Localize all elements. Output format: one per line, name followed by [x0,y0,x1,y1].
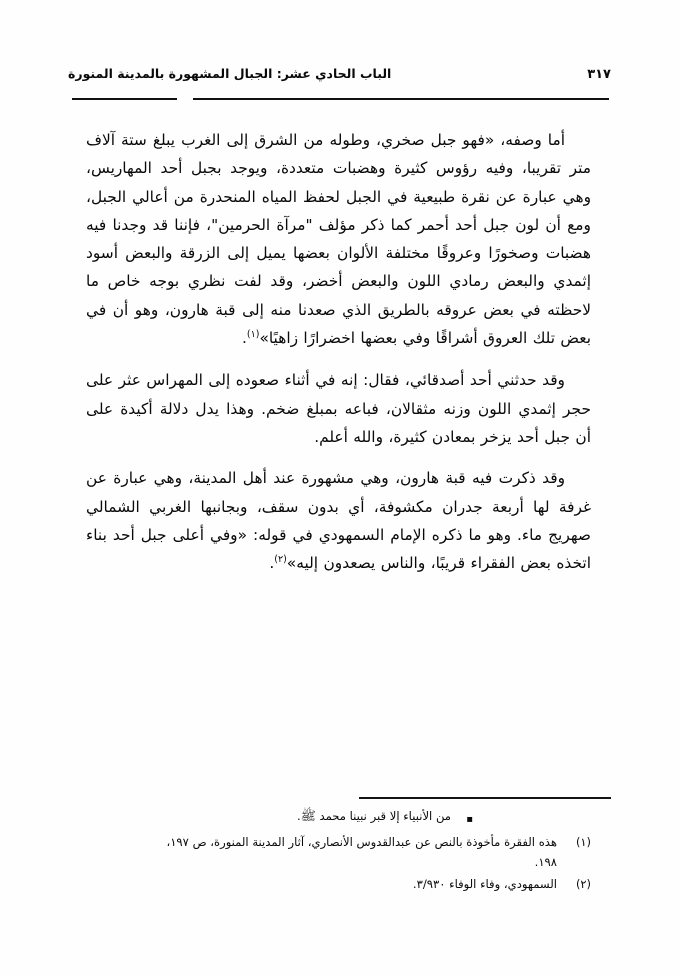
footnote-text-2 [86,874,561,895]
footnote-item-2 [86,874,591,895]
header-chapter-title: الباب الحادي عشر: الجبال المشهورة بالمدينة المنورة [68,66,392,81]
footnote-item-bullet [86,806,591,831]
footnotes-block [86,806,591,895]
footnote-1-continuation: ١٩٨. [534,855,557,869]
footnote-bullet-trailing: . [297,809,301,823]
footnote-marker-2: (٢) [575,876,591,891]
footnote-bullet-marker: ▪ [466,814,473,825]
paragraph-1 [86,126,591,352]
footnote-marker-1: (١) [575,834,591,849]
page-number: ٣١٧ [587,67,611,82]
footnote-2-body: السمهودي، وفاء الوفاء ٣/٩٣٠. [412,876,557,891]
footnote-text-1 [86,832,561,873]
header-divider-rule [72,98,609,100]
paragraph-1-trailing: . [242,329,247,348]
paragraph-2-text: وقد حدثني أحد أصدقائي، فقال: إنه في أثناء صعوده إلى المهراس عثر على حجر إثمدي اللون وزنه مثقالان، فباعه بمبلغ ضخم. وهذا يدل دلالة أكيدة على أن جبل أحد يزخر بمعادن كثيرة، والله أعلم. [86,371,591,446]
footnote-1-body: هذه الفقرة مأخوذة بالنص عن عبدالقدوس الأنصاري، آثار المدينة المنورة، ص ١٩٧، [166,834,557,849]
footnote-item-1 [86,832,591,873]
page-header [68,66,611,100]
body-text-block [86,126,591,588]
footnote-bullet-text [86,806,455,831]
footnote-ref-2[interactable]: (٢) [274,554,287,566]
paragraph-3-text: وقد ذكرت فيه قبة هارون، وهي مشهورة عند أهل المدينة، وهي عبارة عن غرفة لها أربعة جدران مكشوفة، أي بدون سقف، وبجانبها الغربي الشمالي صهريج ماء. وهو ما ذكره الإمام السمهودي في قوله: «وفي أعلى جبل أحد بناء اتخذه بعض الفقراء قريبًا، والناس يصعدون إليه» [86,469,591,573]
footnote-ref-1[interactable]: (١) [246,328,260,340]
paragraph-3-trailing: . [269,554,275,573]
paragraph-2 [86,366,591,451]
footnote-separator-rule [359,797,611,799]
paragraph-3 [86,464,591,577]
footnote-bullet-body: من الأنبياء إلا قبر نبينا محمد [319,809,451,823]
salawat-icon: ﷺ [300,808,316,823]
paragraph-1-text: أما وصفه، «فهو جبل صخري، وطوله من الشرق إلى الغرب يبلغ ستة آلاف متر تقريبا، وفيه رؤوس كثيرة وهضبات متعددة، ويوجد بجبل أحد المهاريس، وهي عبارة عن نقرة طبيعية في الجبل لحفظ المياه المنحدرة من أعالي الجبل، ومع أن لون جبل أحد أحمر كما ذكر مؤلف "مرآة الحرمين"، فإننا قد وجدنا فيه هضبات وصخورًا وعروقًا مختلفة الألوان بعضها يميل إلى الزرقة والبعض أسود إثمدي والبعض رمادي اللون والبعض أخضر، وقد لفت نظري بوجه خاص ما لاحظته في بعض عروقه بالطريق الذي صعدنا منه إلى قبة هارون، وهو أن في بعض تلك العروق أشراقًا وفي بعضها اخضرارًا زاهيًا» [86,131,591,348]
